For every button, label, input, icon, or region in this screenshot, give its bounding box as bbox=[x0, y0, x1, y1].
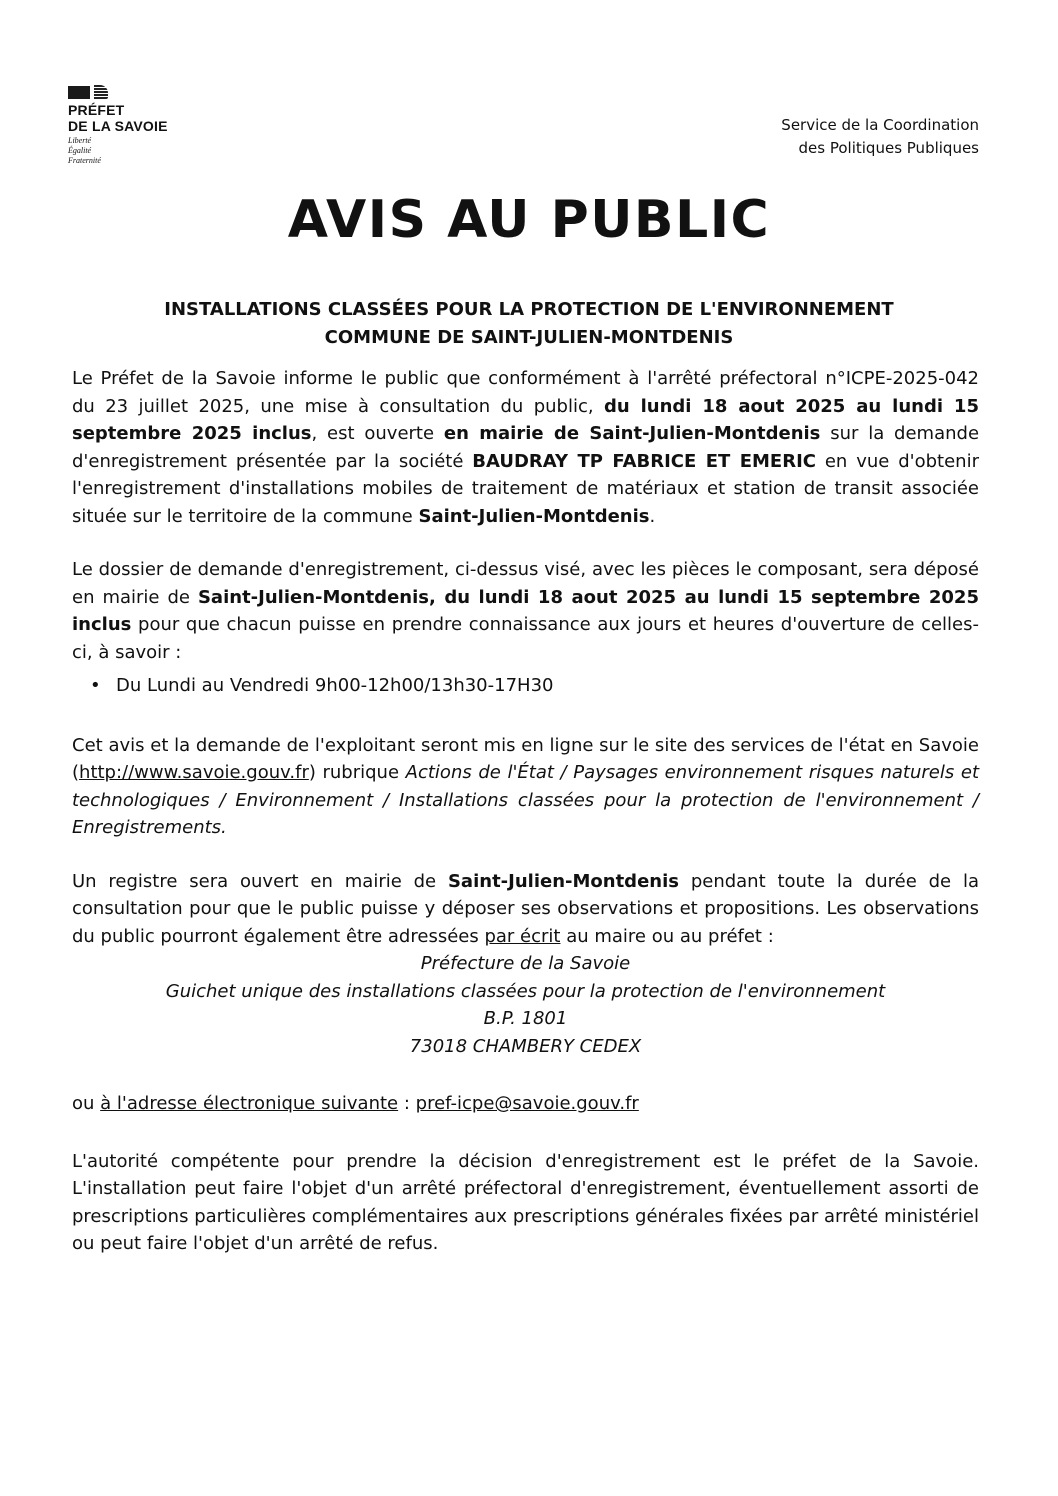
paragraph-dossier bbox=[72, 556, 979, 666]
prefet-title-line1: PRÉFET bbox=[68, 102, 125, 118]
hours-list-item bbox=[90, 672, 979, 700]
notice-body bbox=[72, 365, 979, 1258]
par-ecrit: par écrit bbox=[484, 925, 561, 947]
prefecture-logo bbox=[68, 84, 228, 166]
devise-egalite: Égalité bbox=[68, 146, 92, 155]
text: Le dossier de demande d'enregistrement, ci-dessus visé, avec les pièces le composant, sera déposé en mairie de bbox=[72, 559, 979, 608]
text: pour que chacun puisse en prendre connaissance aux jours et heures d'ouverture de celles-ci, à savoir : bbox=[72, 614, 979, 663]
text: au maire ou au préfet : bbox=[560, 925, 774, 947]
devise-fraternite: Fraternité bbox=[68, 156, 101, 165]
text: sur la demande d'enregistrement présentée par la société bbox=[72, 423, 980, 472]
subtitle-line1: INSTALLATIONS CLASSÉES POUR LA PROTECTION DE L'ENVIRONNEMENT bbox=[164, 299, 894, 320]
flag-block-icon bbox=[68, 86, 90, 99]
company-bold: BAUDRAY TP FABRICE ET EMERIC bbox=[472, 450, 816, 472]
email-link[interactable]: pref-icpe@savoie.gouv.fr bbox=[415, 1093, 639, 1114]
text: en vue d'obtenir l'enregistrement d'installations mobiles de traitement de matériaux et station de transit associée située sur le territoire de la commune bbox=[72, 450, 979, 527]
paragraph-online bbox=[72, 732, 979, 842]
text: . bbox=[649, 505, 656, 527]
website-link[interactable]: http://www.savoie.gouv.fr bbox=[79, 762, 309, 783]
address-line1: Préfecture de la Savoie bbox=[420, 953, 631, 974]
marianne-profile-icon bbox=[94, 85, 112, 99]
paragraph-autorite: L'autorité compétente pour prendre la décision d'enregistrement est le préfet de la Savoie. L'installation peut faire l'objet d'un arrêté préfectoral d'enregistrement, éventuellement assorti de prescriptions particulières complémentaires aux prescriptions générales fixées par arrêté ministériel ou peut faire l'objet d'un arrêté de refus. bbox=[72, 1150, 979, 1254]
bullet-icon: • bbox=[90, 675, 101, 696]
devise-liberte: Liberté bbox=[68, 136, 92, 145]
opening-hours: Du Lundi au Vendredi 9h00-12h00/13h30-17H30 bbox=[116, 675, 554, 696]
paragraph-registre bbox=[72, 868, 979, 951]
text: , est ouverte bbox=[311, 423, 444, 444]
paragraph-consultation bbox=[72, 365, 979, 530]
commune-bold: Saint-Julien-Montdenis bbox=[447, 870, 679, 892]
text: Le Préfet de la Savoie informe le public que conformément à l'arrêté préfectoral n°ICPE-2025-042 du 23 juillet 2025, une mise à consultation du public, bbox=[72, 368, 979, 417]
postal-address bbox=[72, 950, 979, 1060]
service-header bbox=[781, 114, 979, 160]
page-title: AVIS AU PUBLIC bbox=[287, 190, 771, 250]
service-line1: Service de la Coordination bbox=[781, 116, 979, 134]
text: : bbox=[398, 1093, 416, 1114]
text: Un registre sera ouvert en mairie de bbox=[72, 870, 448, 892]
dates-bold: du lundi 18 aout 2025 au lundi 15 septembre 2025 inclus bbox=[72, 395, 979, 444]
email-label: à l'adresse électronique suivante bbox=[100, 1093, 399, 1114]
service-line2: des Politiques Publiques bbox=[798, 139, 979, 157]
text: ou bbox=[72, 1093, 101, 1114]
address-line4: 73018 CHAMBERY CEDEX bbox=[409, 1035, 642, 1057]
prefet-title-line2: DE LA SAVOIE bbox=[68, 118, 168, 134]
subtitle-line2: COMMUNE DE SAINT-JULIEN-MONTDENIS bbox=[324, 327, 734, 348]
paragraph-email bbox=[72, 1090, 979, 1118]
commune-bold: Saint-Julien-Montdenis bbox=[418, 505, 650, 527]
address-line2: Guichet unique des installations classées pour la protection de l'environnement bbox=[165, 980, 886, 1002]
devise bbox=[68, 136, 228, 166]
text: Cet avis et la demande de l'exploitant seront mis en ligne sur le site des services de l'état en Savoie ( bbox=[72, 734, 979, 783]
rubrique-path: Actions de l'État / Paysages environnement risques naturels et technologiques / Environnement / Installations classées pour la protection de l'environnement / Enregistrements. bbox=[72, 762, 979, 838]
subtitle bbox=[0, 296, 1058, 352]
text: ) rubrique bbox=[308, 762, 406, 783]
marianne-logo-icon bbox=[68, 84, 228, 100]
mairie-bold: en mairie de Saint-Julien-Montdenis bbox=[443, 423, 821, 444]
address-line3: B.P. 1801 bbox=[483, 1008, 568, 1029]
text: pendant toute la durée de la consultation pour que le public puisse y déposer ses observations et propositions. Les observations du public pourront également être adressées bbox=[72, 870, 979, 947]
dossier-dates-bold: Saint-Julien-Montdenis, du lundi 18 aout 2025 au lundi 15 septembre 2025 inclus bbox=[72, 586, 979, 635]
prefet-title bbox=[68, 102, 228, 134]
